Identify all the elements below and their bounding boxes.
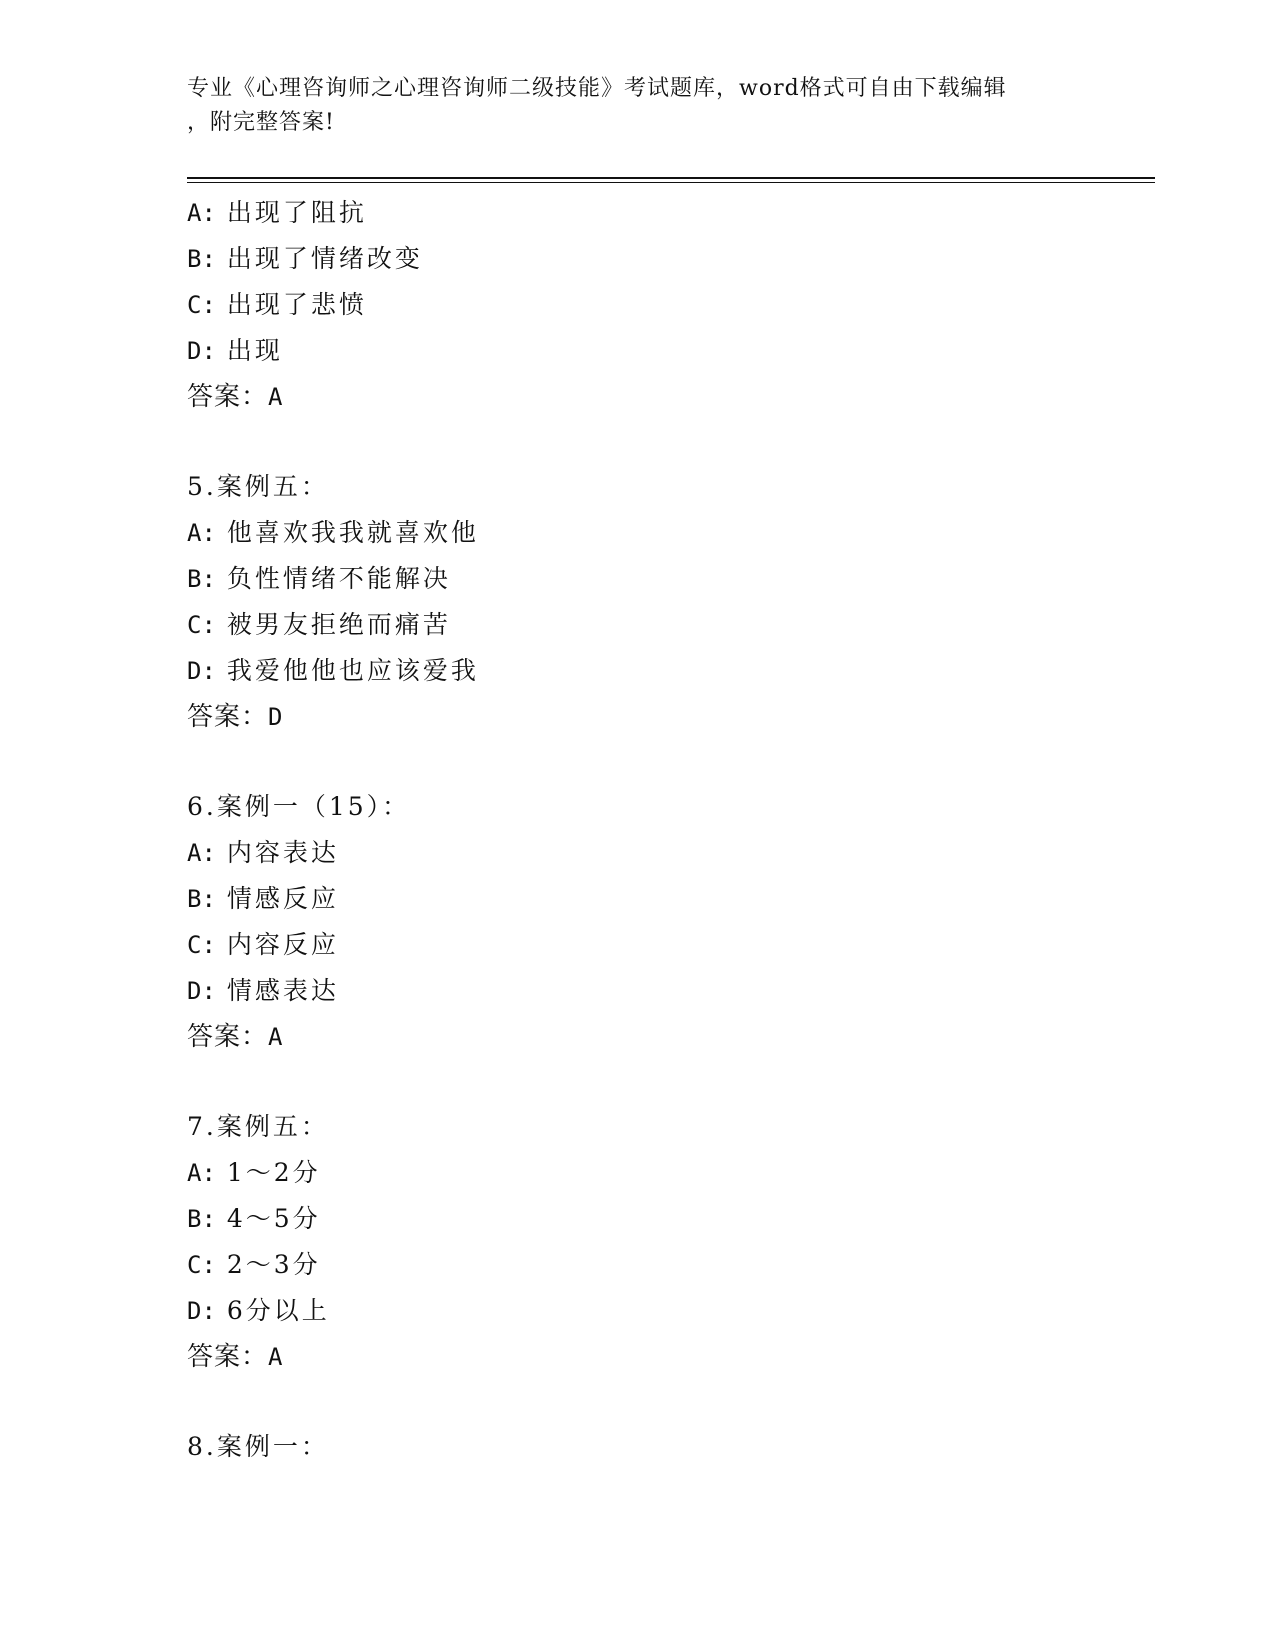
option-b: B: 出现了情绪改变 bbox=[187, 244, 423, 273]
question-title: 5.案例五： bbox=[187, 472, 329, 501]
answer-line: 答案：D bbox=[187, 702, 284, 732]
question-title: 6.案例一（15）： bbox=[187, 792, 411, 821]
option-c: C: 2～3分 bbox=[187, 1250, 321, 1279]
option-a: A: 内容表达 bbox=[187, 838, 339, 867]
document-header bbox=[187, 72, 1087, 140]
header-rule-thin bbox=[187, 182, 1155, 183]
option-a: A: 1～2分 bbox=[187, 1158, 321, 1187]
question-title: 8.案例一： bbox=[187, 1432, 329, 1461]
answer-line: 答案：A bbox=[187, 382, 284, 412]
option-d: D: 6分以上 bbox=[187, 1296, 330, 1325]
answer-line: 答案：A bbox=[187, 1022, 284, 1052]
header-line-2: ，附完整答案! bbox=[187, 110, 335, 135]
option-d: D: 出现 bbox=[187, 336, 283, 365]
option-b: B: 负性情绪不能解决 bbox=[187, 564, 451, 593]
question-title: 7.案例五： bbox=[187, 1112, 329, 1141]
option-a: A: 他喜欢我我就喜欢他 bbox=[187, 518, 479, 547]
option-b: B: 4～5分 bbox=[187, 1204, 321, 1233]
option-c: C: 被男友拒绝而痛苦 bbox=[187, 610, 451, 639]
question-list bbox=[187, 190, 1147, 1470]
option-b: B: 情感反应 bbox=[187, 884, 339, 913]
option-c: C: 出现了悲愤 bbox=[187, 290, 367, 319]
answer-line: 答案：A bbox=[187, 1342, 284, 1372]
header-rule-thick bbox=[187, 177, 1155, 179]
option-a: A: 出现了阻抗 bbox=[187, 198, 367, 227]
option-c: C: 内容反应 bbox=[187, 930, 339, 959]
header-line-1: 专业《心理咨询师之心理咨询师二级技能》考试题库，word格式可自由下载编辑 bbox=[187, 76, 1007, 101]
option-d: D: 我爱他他也应该爱我 bbox=[187, 656, 479, 685]
option-d: D: 情感表达 bbox=[187, 976, 339, 1005]
